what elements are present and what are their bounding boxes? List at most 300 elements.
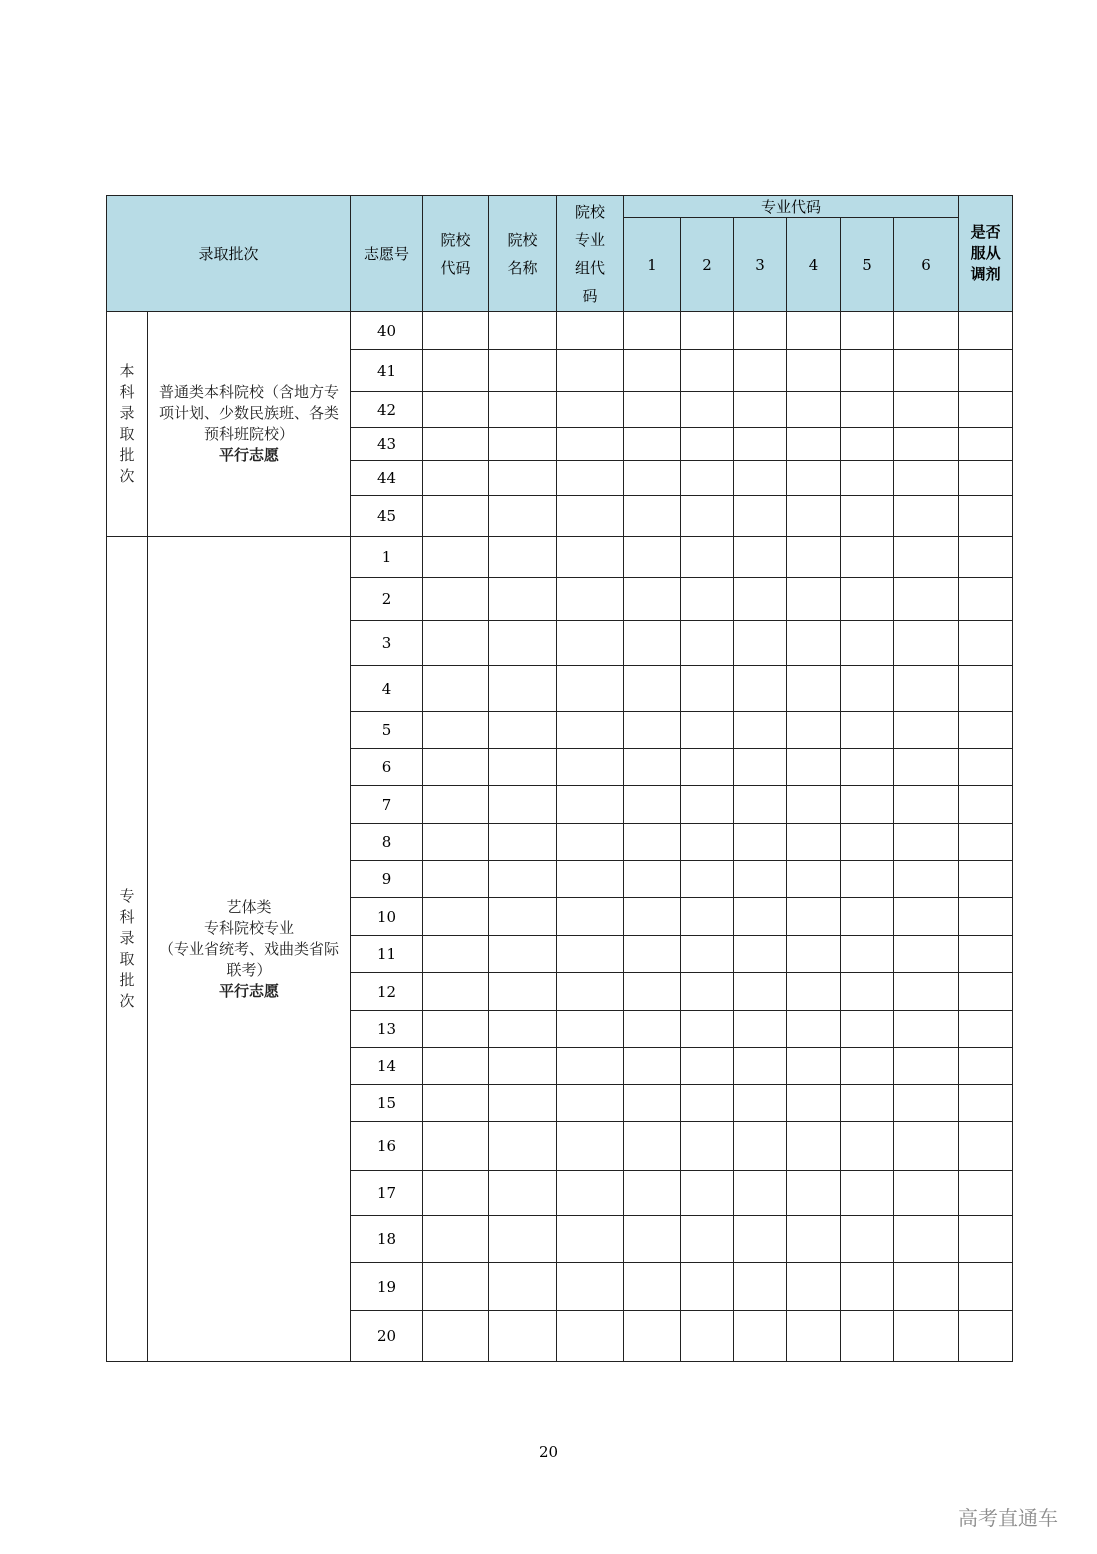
major-1-input[interactable] <box>624 824 681 861</box>
major-4-input[interactable] <box>787 1011 841 1048</box>
major-6-input[interactable] <box>894 1171 959 1216</box>
school-name-input[interactable] <box>489 861 557 898</box>
major-3-input[interactable] <box>734 824 787 861</box>
school-name-input[interactable] <box>489 392 557 428</box>
adjust-input[interactable] <box>959 1122 1013 1171</box>
choice-number: 43 <box>351 428 423 461</box>
major-4-input[interactable] <box>787 1311 841 1362</box>
major-6-input[interactable] <box>894 1216 959 1263</box>
mode-label: 平行志愿 <box>219 446 280 464</box>
adjust-input[interactable] <box>959 312 1013 350</box>
major-1-input[interactable] <box>624 392 681 428</box>
adjust-input[interactable] <box>959 1216 1013 1263</box>
header-school-code: 院校 代码 <box>423 196 489 312</box>
major-1-input[interactable] <box>624 461 681 496</box>
group-code-input[interactable] <box>557 578 624 621</box>
major-6-input[interactable] <box>894 786 959 824</box>
major-1-input[interactable] <box>624 1011 681 1048</box>
school-name-input[interactable] <box>489 1122 557 1171</box>
school-code-input[interactable] <box>423 1048 489 1085</box>
major-2-input[interactable] <box>681 621 734 666</box>
watermark: 高考直通车 <box>958 1506 1058 1530</box>
adjust-input[interactable] <box>959 428 1013 461</box>
major-1-input[interactable] <box>624 936 681 973</box>
major-4-input[interactable] <box>787 861 841 898</box>
school-code-input[interactable] <box>423 898 489 936</box>
group-code-input[interactable] <box>557 1216 624 1263</box>
major-4-input[interactable] <box>787 749 841 786</box>
group-code-input[interactable] <box>557 1311 624 1362</box>
major-6-input[interactable] <box>894 861 959 898</box>
school-code-input[interactable] <box>423 824 489 861</box>
group-code-input[interactable] <box>557 1122 624 1171</box>
major-6-input[interactable] <box>894 898 959 936</box>
major-6-input[interactable] <box>894 936 959 973</box>
major-1-input[interactable] <box>624 786 681 824</box>
mode-label: 平行志愿 <box>219 981 280 1000</box>
header-major-4: 4 <box>787 218 841 312</box>
major-1-input[interactable] <box>624 666 681 712</box>
major-1-input[interactable] <box>624 1048 681 1085</box>
school-code-input[interactable] <box>423 312 489 350</box>
major-6-input[interactable] <box>894 578 959 621</box>
major-1-input[interactable] <box>624 1122 681 1171</box>
choice-number: 19 <box>351 1263 423 1311</box>
school-code-input[interactable] <box>423 1216 489 1263</box>
header-batch: 录取批次 <box>107 196 351 312</box>
major-2-input[interactable] <box>681 496 734 537</box>
major-2-input[interactable] <box>681 1263 734 1311</box>
major-6-input[interactable] <box>894 973 959 1011</box>
group-code-input[interactable] <box>557 312 624 350</box>
major-5-input[interactable] <box>841 1122 894 1171</box>
major-1-input[interactable] <box>624 621 681 666</box>
major-5-input[interactable] <box>841 861 894 898</box>
adjust-input[interactable] <box>959 621 1013 666</box>
adjust-input[interactable] <box>959 936 1013 973</box>
batch-text: 专科录取批次 <box>119 887 135 1010</box>
major-3-input[interactable] <box>734 749 787 786</box>
adjust-input[interactable] <box>959 1048 1013 1085</box>
group-code-input[interactable] <box>557 1011 624 1048</box>
adjust-input[interactable] <box>959 350 1013 392</box>
major-5-input[interactable] <box>841 1216 894 1263</box>
choice-number: 7 <box>351 786 423 824</box>
major-4-input[interactable] <box>787 786 841 824</box>
major-3-input[interactable] <box>734 666 787 712</box>
major-2-input[interactable] <box>681 749 734 786</box>
choice-number: 20 <box>351 1311 423 1362</box>
school-name-input[interactable] <box>489 537 557 578</box>
header-major-code: 专业代码 <box>624 196 959 218</box>
major-3-input[interactable] <box>734 786 787 824</box>
major-6-input[interactable] <box>894 666 959 712</box>
school-code-input[interactable] <box>423 428 489 461</box>
major-5-input[interactable] <box>841 428 894 461</box>
major-4-input[interactable] <box>787 1085 841 1122</box>
major-3-input[interactable] <box>734 1263 787 1311</box>
school-name-input[interactable] <box>489 1048 557 1085</box>
batch-label <box>107 537 148 1362</box>
group-code-input[interactable] <box>557 392 624 428</box>
header-major-5: 5 <box>841 218 894 312</box>
group-code-input[interactable] <box>557 824 624 861</box>
major-2-input[interactable] <box>681 936 734 973</box>
major-2-input[interactable] <box>681 1085 734 1122</box>
major-2-input[interactable] <box>681 461 734 496</box>
header-school-name: 院校 名称 <box>489 196 557 312</box>
major-6-input[interactable] <box>894 1263 959 1311</box>
group-code-input[interactable] <box>557 898 624 936</box>
major-3-input[interactable] <box>734 537 787 578</box>
adjust-input[interactable] <box>959 1171 1013 1216</box>
adjust-input[interactable] <box>959 392 1013 428</box>
major-2-input[interactable] <box>681 578 734 621</box>
major-3-input[interactable] <box>734 1216 787 1263</box>
major-5-input[interactable] <box>841 1011 894 1048</box>
school-name-input[interactable] <box>489 824 557 861</box>
group-code-input[interactable] <box>557 428 624 461</box>
choice-number: 12 <box>351 973 423 1011</box>
school-name-input[interactable] <box>489 1085 557 1122</box>
major-3-input[interactable] <box>734 936 787 973</box>
group-code-input[interactable] <box>557 786 624 824</box>
choice-number: 18 <box>351 1216 423 1263</box>
adjust-input[interactable] <box>959 1263 1013 1311</box>
choice-number: 11 <box>351 936 423 973</box>
choice-number: 1 <box>351 537 423 578</box>
major-3-input[interactable] <box>734 578 787 621</box>
major-2-input[interactable] <box>681 428 734 461</box>
school-code-input[interactable] <box>423 461 489 496</box>
adjust-input[interactable] <box>959 786 1013 824</box>
major-3-input[interactable] <box>734 392 787 428</box>
major-1-input[interactable] <box>624 1216 681 1263</box>
major-1-input[interactable] <box>624 973 681 1011</box>
header-group-code: 院校 专业 组代 码 <box>557 196 624 312</box>
major-6-input[interactable] <box>894 461 959 496</box>
group-code-input[interactable] <box>557 712 624 749</box>
batch-label <box>107 312 148 537</box>
major-4-input[interactable] <box>787 392 841 428</box>
major-3-input[interactable] <box>734 1122 787 1171</box>
choice-number: 41 <box>351 350 423 392</box>
group-code-input[interactable] <box>557 936 624 973</box>
major-6-input[interactable] <box>894 712 959 749</box>
header-major-6: 6 <box>894 218 959 312</box>
adjust-input[interactable] <box>959 496 1013 537</box>
group-code-input[interactable] <box>557 496 624 537</box>
school-name-input[interactable] <box>489 428 557 461</box>
major-4-input[interactable] <box>787 1048 841 1085</box>
adjust-input[interactable] <box>959 1011 1013 1048</box>
major-3-input[interactable] <box>734 1171 787 1216</box>
major-2-input[interactable] <box>681 537 734 578</box>
school-name-input[interactable] <box>489 578 557 621</box>
school-code-input[interactable] <box>423 392 489 428</box>
group-code-input[interactable] <box>557 1048 624 1085</box>
major-6-input[interactable] <box>894 350 959 392</box>
school-name-input[interactable] <box>489 1311 557 1362</box>
school-code-input[interactable] <box>423 578 489 621</box>
major-5-input[interactable] <box>841 350 894 392</box>
school-code-input[interactable] <box>423 621 489 666</box>
school-name-input[interactable] <box>489 786 557 824</box>
school-name-input[interactable] <box>489 496 557 537</box>
major-4-input[interactable] <box>787 537 841 578</box>
school-code-input[interactable] <box>423 1171 489 1216</box>
major-4-input[interactable] <box>787 712 841 749</box>
major-6-input[interactable] <box>894 1122 959 1171</box>
major-1-input[interactable] <box>624 1311 681 1362</box>
major-5-input[interactable] <box>841 1048 894 1085</box>
major-5-input[interactable] <box>841 1263 894 1311</box>
school-code-input[interactable] <box>423 786 489 824</box>
major-2-input[interactable] <box>681 666 734 712</box>
major-4-input[interactable] <box>787 824 841 861</box>
school-name-input[interactable] <box>489 973 557 1011</box>
school-code-input[interactable] <box>423 1011 489 1048</box>
major-4-input[interactable] <box>787 1171 841 1216</box>
school-code-input[interactable] <box>423 936 489 973</box>
adjust-input[interactable] <box>959 461 1013 496</box>
major-4-input[interactable] <box>787 1216 841 1263</box>
major-4-input[interactable] <box>787 621 841 666</box>
adjust-input[interactable] <box>959 1311 1013 1362</box>
major-3-input[interactable] <box>734 496 787 537</box>
major-5-input[interactable] <box>841 496 894 537</box>
major-4-input[interactable] <box>787 936 841 973</box>
major-5-input[interactable] <box>841 898 894 936</box>
choice-number: 15 <box>351 1085 423 1122</box>
school-code-input[interactable] <box>423 1085 489 1122</box>
major-4-input[interactable] <box>787 312 841 350</box>
major-5-input[interactable] <box>841 537 894 578</box>
major-1-input[interactable] <box>624 861 681 898</box>
adjust-input[interactable] <box>959 537 1013 578</box>
school-name-input[interactable] <box>489 461 557 496</box>
group-code-input[interactable] <box>557 973 624 1011</box>
major-5-input[interactable] <box>841 786 894 824</box>
school-name-input[interactable] <box>489 712 557 749</box>
group-code-input[interactable] <box>557 749 624 786</box>
major-6-input[interactable] <box>894 824 959 861</box>
major-5-input[interactable] <box>841 936 894 973</box>
group-code-input[interactable] <box>557 1263 624 1311</box>
school-code-input[interactable] <box>423 666 489 712</box>
major-1-input[interactable] <box>624 1171 681 1216</box>
major-5-input[interactable] <box>841 1085 894 1122</box>
major-1-input[interactable] <box>624 712 681 749</box>
major-6-input[interactable] <box>894 749 959 786</box>
major-3-input[interactable] <box>734 428 787 461</box>
major-5-input[interactable] <box>841 621 894 666</box>
major-3-input[interactable] <box>734 350 787 392</box>
major-2-input[interactable] <box>681 1311 734 1362</box>
adjust-input[interactable] <box>959 578 1013 621</box>
major-5-input[interactable] <box>841 749 894 786</box>
major-4-input[interactable] <box>787 350 841 392</box>
major-1-input[interactable] <box>624 496 681 537</box>
major-2-input[interactable] <box>681 898 734 936</box>
major-6-input[interactable] <box>894 312 959 350</box>
major-6-input[interactable] <box>894 537 959 578</box>
major-4-input[interactable] <box>787 666 841 712</box>
major-4-input[interactable] <box>787 496 841 537</box>
school-code-input[interactable] <box>423 537 489 578</box>
school-code-input[interactable] <box>423 1263 489 1311</box>
group-code-input[interactable] <box>557 1085 624 1122</box>
major-6-input[interactable] <box>894 1048 959 1085</box>
major-4-input[interactable] <box>787 898 841 936</box>
school-name-input[interactable] <box>489 936 557 973</box>
major-5-input[interactable] <box>841 578 894 621</box>
school-name-input[interactable] <box>489 621 557 666</box>
major-3-input[interactable] <box>734 1311 787 1362</box>
major-2-input[interactable] <box>681 1048 734 1085</box>
school-name-input[interactable] <box>489 312 557 350</box>
major-3-input[interactable] <box>734 312 787 350</box>
major-6-input[interactable] <box>894 621 959 666</box>
major-1-input[interactable] <box>624 749 681 786</box>
choice-number: 10 <box>351 898 423 936</box>
school-code-input[interactable] <box>423 861 489 898</box>
major-2-input[interactable] <box>681 861 734 898</box>
major-2-input[interactable] <box>681 786 734 824</box>
major-3-input[interactable] <box>734 1011 787 1048</box>
choice-number: 9 <box>351 861 423 898</box>
major-4-input[interactable] <box>787 428 841 461</box>
group-code-input[interactable] <box>557 350 624 392</box>
school-code-input[interactable] <box>423 496 489 537</box>
major-6-input[interactable] <box>894 1085 959 1122</box>
category-desc: 普通类本科院校（含地方专项计划、少数民族班、各类预科班院校） <box>159 383 340 443</box>
major-5-input[interactable] <box>841 824 894 861</box>
major-2-input[interactable] <box>681 1011 734 1048</box>
school-code-input[interactable] <box>423 1122 489 1171</box>
major-6-input[interactable] <box>894 428 959 461</box>
choice-number: 14 <box>351 1048 423 1085</box>
major-3-input[interactable] <box>734 861 787 898</box>
school-code-input[interactable] <box>423 973 489 1011</box>
major-2-input[interactable] <box>681 973 734 1011</box>
choice-number: 6 <box>351 749 423 786</box>
adjust-input[interactable] <box>959 898 1013 936</box>
major-5-input[interactable] <box>841 461 894 496</box>
major-3-input[interactable] <box>734 898 787 936</box>
major-5-input[interactable] <box>841 312 894 350</box>
category-cell <box>148 537 351 1362</box>
major-3-input[interactable] <box>734 461 787 496</box>
school-name-input[interactable] <box>489 1171 557 1216</box>
major-3-input[interactable] <box>734 1048 787 1085</box>
major-1-input[interactable] <box>624 350 681 392</box>
major-1-input[interactable] <box>624 1085 681 1122</box>
batch-text: 本科录取批次 <box>119 362 135 485</box>
major-5-input[interactable] <box>841 712 894 749</box>
major-1-input[interactable] <box>624 428 681 461</box>
major-2-input[interactable] <box>681 1216 734 1263</box>
major-4-input[interactable] <box>787 1263 841 1311</box>
school-code-input[interactable] <box>423 1311 489 1362</box>
group-code-input[interactable] <box>557 666 624 712</box>
adjust-input[interactable] <box>959 666 1013 712</box>
school-name-input[interactable] <box>489 1011 557 1048</box>
adjust-input[interactable] <box>959 749 1013 786</box>
header-major-1: 1 <box>624 218 681 312</box>
choice-number: 16 <box>351 1122 423 1171</box>
category-desc: 艺体类 专科院校专业 （专业省统考、戏曲类省际联考） <box>159 897 340 979</box>
school-name-input[interactable] <box>489 1263 557 1311</box>
major-2-input[interactable] <box>681 350 734 392</box>
group-code-input[interactable] <box>557 537 624 578</box>
major-5-input[interactable] <box>841 1311 894 1362</box>
major-4-input[interactable] <box>787 973 841 1011</box>
major-6-input[interactable] <box>894 1311 959 1362</box>
major-2-input[interactable] <box>681 1171 734 1216</box>
choice-number: 44 <box>351 461 423 496</box>
school-code-input[interactable] <box>423 350 489 392</box>
major-1-input[interactable] <box>624 898 681 936</box>
major-3-input[interactable] <box>734 973 787 1011</box>
major-3-input[interactable] <box>734 621 787 666</box>
major-3-input[interactable] <box>734 1085 787 1122</box>
major-6-input[interactable] <box>894 392 959 428</box>
group-code-input[interactable] <box>557 621 624 666</box>
major-2-input[interactable] <box>681 392 734 428</box>
adjust-input[interactable] <box>959 1085 1013 1122</box>
school-name-input[interactable] <box>489 898 557 936</box>
choice-number: 2 <box>351 578 423 621</box>
adjust-input[interactable] <box>959 861 1013 898</box>
school-code-input[interactable] <box>423 749 489 786</box>
major-2-input[interactable] <box>681 824 734 861</box>
major-5-input[interactable] <box>841 1171 894 1216</box>
group-code-input[interactable] <box>557 461 624 496</box>
school-name-input[interactable] <box>489 350 557 392</box>
choice-number: 40 <box>351 312 423 350</box>
major-2-input[interactable] <box>681 312 734 350</box>
header-choice-no: 志愿号 <box>351 196 423 312</box>
choice-number: 45 <box>351 496 423 537</box>
school-name-input[interactable] <box>489 666 557 712</box>
school-name-input[interactable] <box>489 1216 557 1263</box>
major-2-input[interactable] <box>681 1122 734 1171</box>
major-5-input[interactable] <box>841 666 894 712</box>
header-major-2: 2 <box>681 218 734 312</box>
major-3-input[interactable] <box>734 712 787 749</box>
major-6-input[interactable] <box>894 496 959 537</box>
major-1-input[interactable] <box>624 1263 681 1311</box>
school-code-input[interactable] <box>423 712 489 749</box>
major-4-input[interactable] <box>787 1122 841 1171</box>
major-1-input[interactable] <box>624 537 681 578</box>
major-5-input[interactable] <box>841 973 894 1011</box>
major-1-input[interactable] <box>624 312 681 350</box>
group-code-input[interactable] <box>557 861 624 898</box>
school-name-input[interactable] <box>489 749 557 786</box>
major-2-input[interactable] <box>681 712 734 749</box>
major-6-input[interactable] <box>894 1011 959 1048</box>
major-1-input[interactable] <box>624 578 681 621</box>
adjust-input[interactable] <box>959 712 1013 749</box>
major-4-input[interactable] <box>787 578 841 621</box>
major-5-input[interactable] <box>841 392 894 428</box>
adjust-input[interactable] <box>959 973 1013 1011</box>
adjust-input[interactable] <box>959 824 1013 861</box>
major-4-input[interactable] <box>787 461 841 496</box>
group-code-input[interactable] <box>557 1171 624 1216</box>
